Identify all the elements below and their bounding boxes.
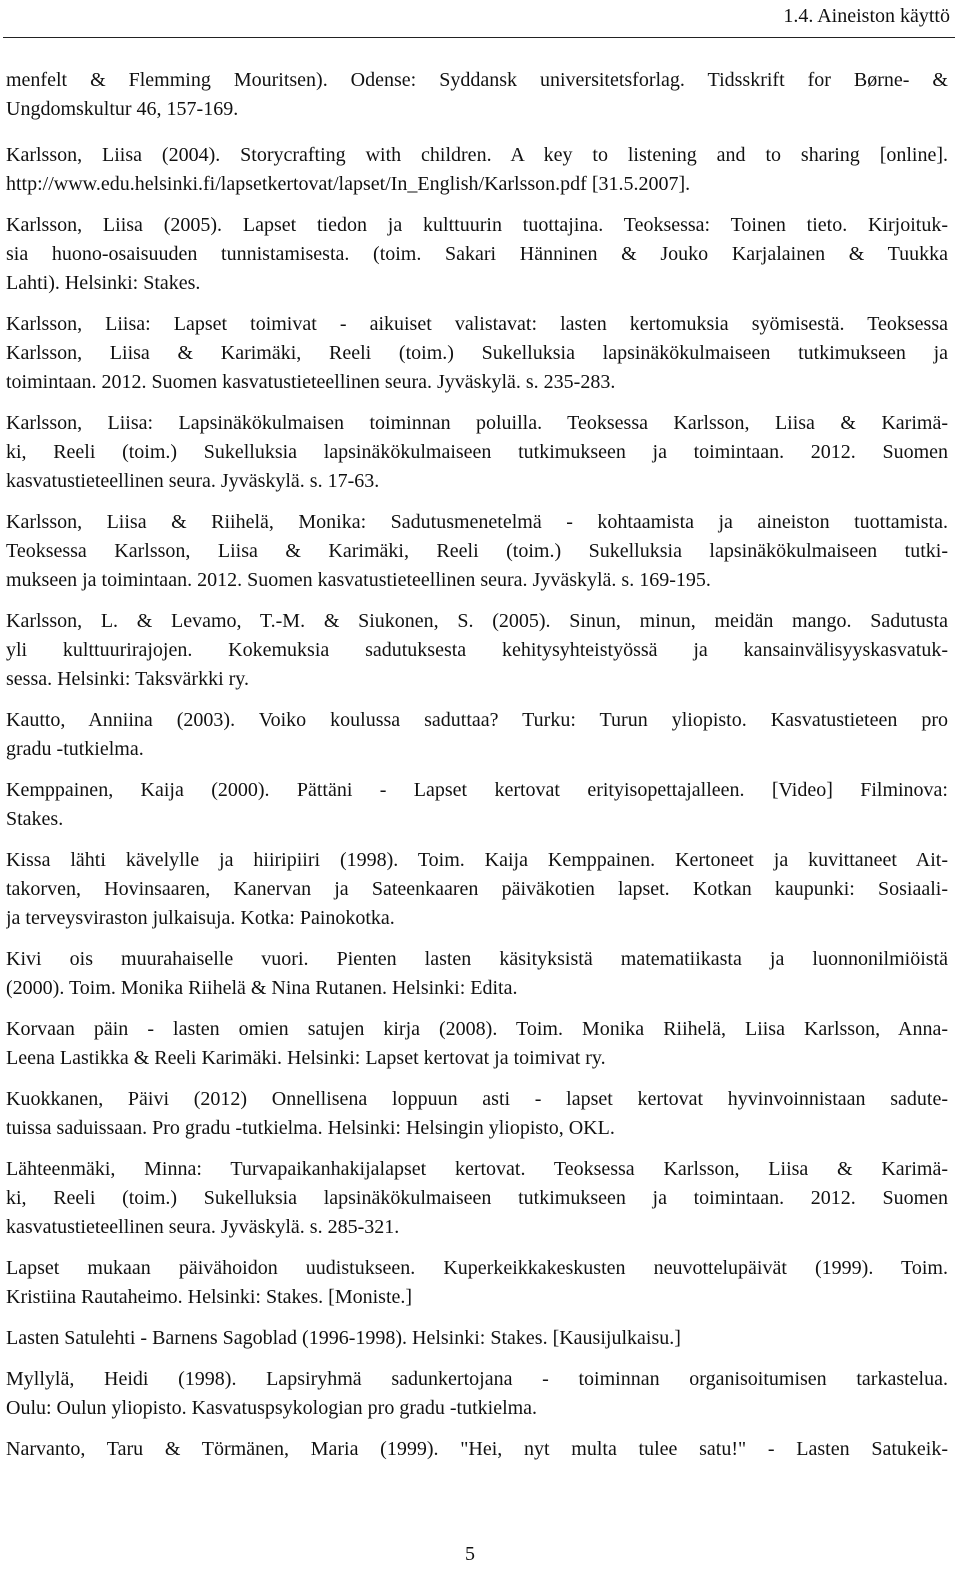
reference-line: Lähteenmäki, Minna: Turvapaikanhakijalapset kertovat. Teoksessa Karlsson, Liisa & Karimä-: [6, 1158, 948, 1180]
reference-line: ki, Reeli (toim.) Sukelluksia lapsinäkökulmaiseen tutkimukseen ja toimintaan. 2012. Suomen: [6, 441, 948, 463]
reference-entry: [6, 945, 948, 1003]
reference-line: Karlsson, Liisa (2005). Lapset tiedon ja kulttuurin tuottajina. Teoksessa: Toinen tieto. Kirjoituk-: [6, 214, 948, 236]
reference-line: ja terveysviraston julkaisuja. Kotka: Painokotka.: [6, 907, 395, 929]
reference-line: Lapset mukaan päivähoidon uudistukseen. Kuperkeikkakeskusten neuvottelupäivät (1999). Toim.: [6, 1257, 948, 1279]
reference-line: http://www.edu.helsinki.fi/lapsetkertovat/lapset/In_English/Karlsson.pdf [31.5.2007].: [6, 173, 691, 195]
reference-line: Teoksessa Karlsson, Liisa & Karimäki, Reeli (toim.) Sukelluksia lapsinäkökulmaiseen tutki-: [6, 540, 948, 562]
reference-entry: [6, 1254, 948, 1312]
reference-entry: [6, 310, 948, 397]
reference-line: Korvaan päin - lasten omien satujen kirja (2008). Toim. Monika Riihelä, Liisa Karlsson, Anna-: [6, 1018, 948, 1040]
reference-line: Kristiina Rautaheimo. Helsinki: Stakes. [Moniste.]: [6, 1286, 413, 1308]
reference-line: ki, Reeli (toim.) Sukelluksia lapsinäkökulmaiseen tutkimukseen ja toimintaan. 2012. Suomen: [6, 1187, 948, 1209]
reference-line: mukseen ja toimintaan. 2012. Suomen kasvatustieteellinen seura. Jyväskylä. s. 169-195.: [6, 569, 711, 591]
reference-line: Kuokkanen, Päivi (2012) Onnellisena loppuun asti - lapset kertovat hyvinvoinnistaan sadute-: [6, 1088, 948, 1110]
reference-entry: [6, 66, 948, 124]
reference-entry: [6, 1324, 948, 1353]
reference-entry: [6, 1435, 948, 1464]
reference-line: kasvatustieteellinen seura. Jyväskylä. s. 17-63.: [6, 470, 380, 492]
reference-line: Kissa lähti kävelylle ja hiiripiiri (1998). Toim. Kaija Kemppainen. Kertoneet ja kuvittaneet Ait-: [6, 849, 948, 871]
reference-entry: [6, 846, 948, 933]
reference-list: [6, 66, 948, 1476]
reference-line: toimintaan. 2012. Suomen kasvatustieteellinen seura. Jyväskylä. s. 235-283.: [6, 371, 616, 393]
reference-line: menfelt & Flemming Mouritsen). Odense: Syddansk universitetsforlag. Tidsskrift for Børne- &: [6, 69, 948, 91]
reference-line: yli kulttuurirajojen. Kokemuksia sadutuksesta kehitysyhteistyössä ja kansainvälisyyskasvatuk-: [6, 639, 948, 661]
reference-line: sessa. Helsinki: Taksvärkki ry.: [6, 668, 250, 690]
reference-line: Karlsson, Liisa & Riihelä, Monika: Sadutusmenetelmä - kohtaamista ja aineiston tuottamista.: [6, 511, 948, 533]
reference-line: Myllylä, Heidi (1998). Lapsiryhmä sadunkertojana - toiminnan organisoitumisen tarkastelua.: [6, 1368, 948, 1390]
reference-line: Kautto, Anniina (2003). Voiko koulussa saduttaa? Turku: Turun yliopisto. Kasvatustieteen pro: [6, 709, 948, 731]
reference-line: Leena Lastikka & Reeli Karimäki. Helsinki: Lapset kertovat ja toimivat ry.: [6, 1047, 606, 1069]
reference-line: Lahti). Helsinki: Stakes.: [6, 272, 201, 294]
reference-line: takorven, Hovinsaaren, Kanervan ja Sateenkaaren päiväkotien lapset. Kotkan kaupunki: Sosiaali-: [6, 878, 948, 900]
reference-line: Karlsson, Liisa & Karimäki, Reeli (toim.) Sukelluksia lapsinäkökulmaiseen tutkimukseen ja: [6, 342, 948, 364]
reference-entry: [6, 508, 948, 595]
reference-line: sia huono-osaisuuden tunnistamisesta. (toim. Sakari Hänninen & Jouko Karjalainen & Tuukka: [6, 243, 948, 265]
reference-entry: [6, 1085, 948, 1143]
reference-line: Oulu: Oulun yliopisto. Kasvatuspsykologian pro gradu -tutkielma.: [6, 1397, 538, 1419]
reference-line: kasvatustieteellinen seura. Jyväskylä. s. 285-321.: [6, 1216, 400, 1238]
reference-line: Karlsson, Liisa: Lapsinäkökulmaisen toiminnan poluilla. Teoksessa Karlsson, Liisa & Karimä-: [6, 412, 948, 434]
reference-entry: [6, 1015, 948, 1073]
page-number: 5: [465, 1543, 475, 1565]
reference-entry: [6, 1155, 948, 1242]
reference-line: Narvanto, Taru & Törmänen, Maria (1999). "Hei, nyt multa tulee satu!" - Lasten Satukeik-: [6, 1438, 948, 1460]
reference-line: Karlsson, L. & Levamo, T.-M. & Siukonen, S. (2005). Sinun, minun, meidän mango. Sadutusta: [6, 610, 948, 632]
reference-line: Kivi ois muurahaiselle vuori. Pienten lasten käsityksistä matematiikasta ja luonnonilmiöistä: [6, 948, 948, 970]
reference-entry: [6, 607, 948, 694]
reference-line: Ungdomskultur 46, 157-169.: [6, 98, 239, 120]
reference-line: Lasten Satulehti - Barnens Sagoblad (1996-1998). Helsinki: Stakes. [Kausijulkaisu.]: [6, 1327, 681, 1349]
reference-entry: [6, 141, 948, 199]
reference-entry: [6, 1365, 948, 1423]
reference-line: Karlsson, Liisa: Lapset toimivat - aikuiset valistavat: lasten kertomuksia syömisestä. Teoksessa: [6, 313, 948, 335]
reference-line: gradu -tutkielma.: [6, 738, 144, 760]
reference-line: tuissa saduissaan. Pro gradu -tutkielma. Helsinki: Helsingin yliopisto, OKL.: [6, 1117, 615, 1139]
reference-entry: [6, 211, 948, 298]
reference-line: (2000). Toim. Monika Riihelä & Nina Rutanen. Helsinki: Edita.: [6, 977, 518, 999]
header-rule: [3, 37, 955, 38]
reference-entry: [6, 409, 948, 496]
reference-line: Karlsson, Liisa (2004). Storycrafting with children. A key to listening and to sharing [online].: [6, 144, 948, 166]
reference-line: Kemppainen, Kaija (2000). Pättäni - Lapset kertovat erityisopettajalleen. [Video] Filminova:: [6, 779, 948, 801]
reference-entry: [6, 776, 948, 834]
reference-entry: [6, 706, 948, 764]
reference-line: Stakes.: [6, 808, 64, 830]
running-header: 1.4. Aineiston käyttö: [783, 5, 950, 27]
